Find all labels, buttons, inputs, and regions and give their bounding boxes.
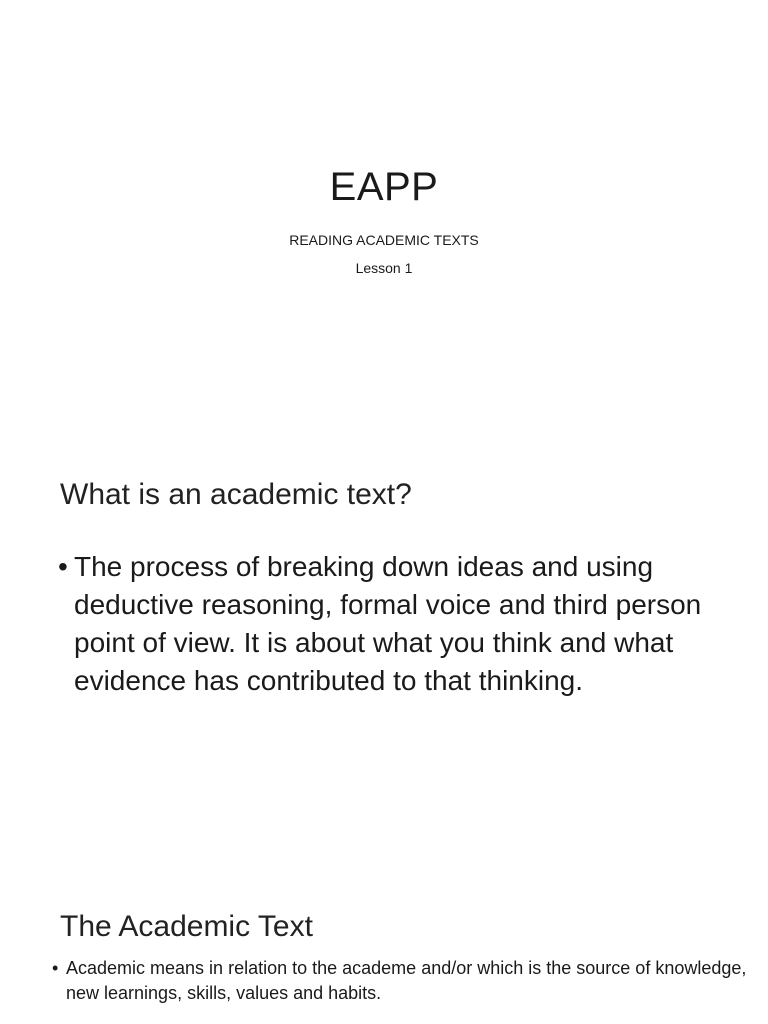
lesson-label: Lesson 1 <box>355 260 413 276</box>
slide-heading: The Academic Text <box>60 910 313 943</box>
bullet-item <box>58 548 734 700</box>
title-slide <box>0 0 768 400</box>
definition-slide <box>0 400 768 880</box>
bullet-text: The process of breaking down ideas and using deductive reasoning, formal voice and third person point of view. It is about what you think and what evidence has contributed to that thinking. <box>74 551 702 696</box>
bullet-marker: • <box>52 958 59 978</box>
academic-text-slide <box>0 880 768 1024</box>
slide-heading: What is an academic text? <box>60 478 412 511</box>
slide-subtitle: READING ACADEMIC TEXTS <box>289 232 479 248</box>
slide-title: EAPP <box>329 165 439 209</box>
bullet-text: Academic means in relation to the academe and/or which is the source of knowledge, new learnings, skills, values and habits. <box>66 958 747 1003</box>
bullet-item <box>52 956 766 1006</box>
bullet-marker: • <box>58 551 68 582</box>
